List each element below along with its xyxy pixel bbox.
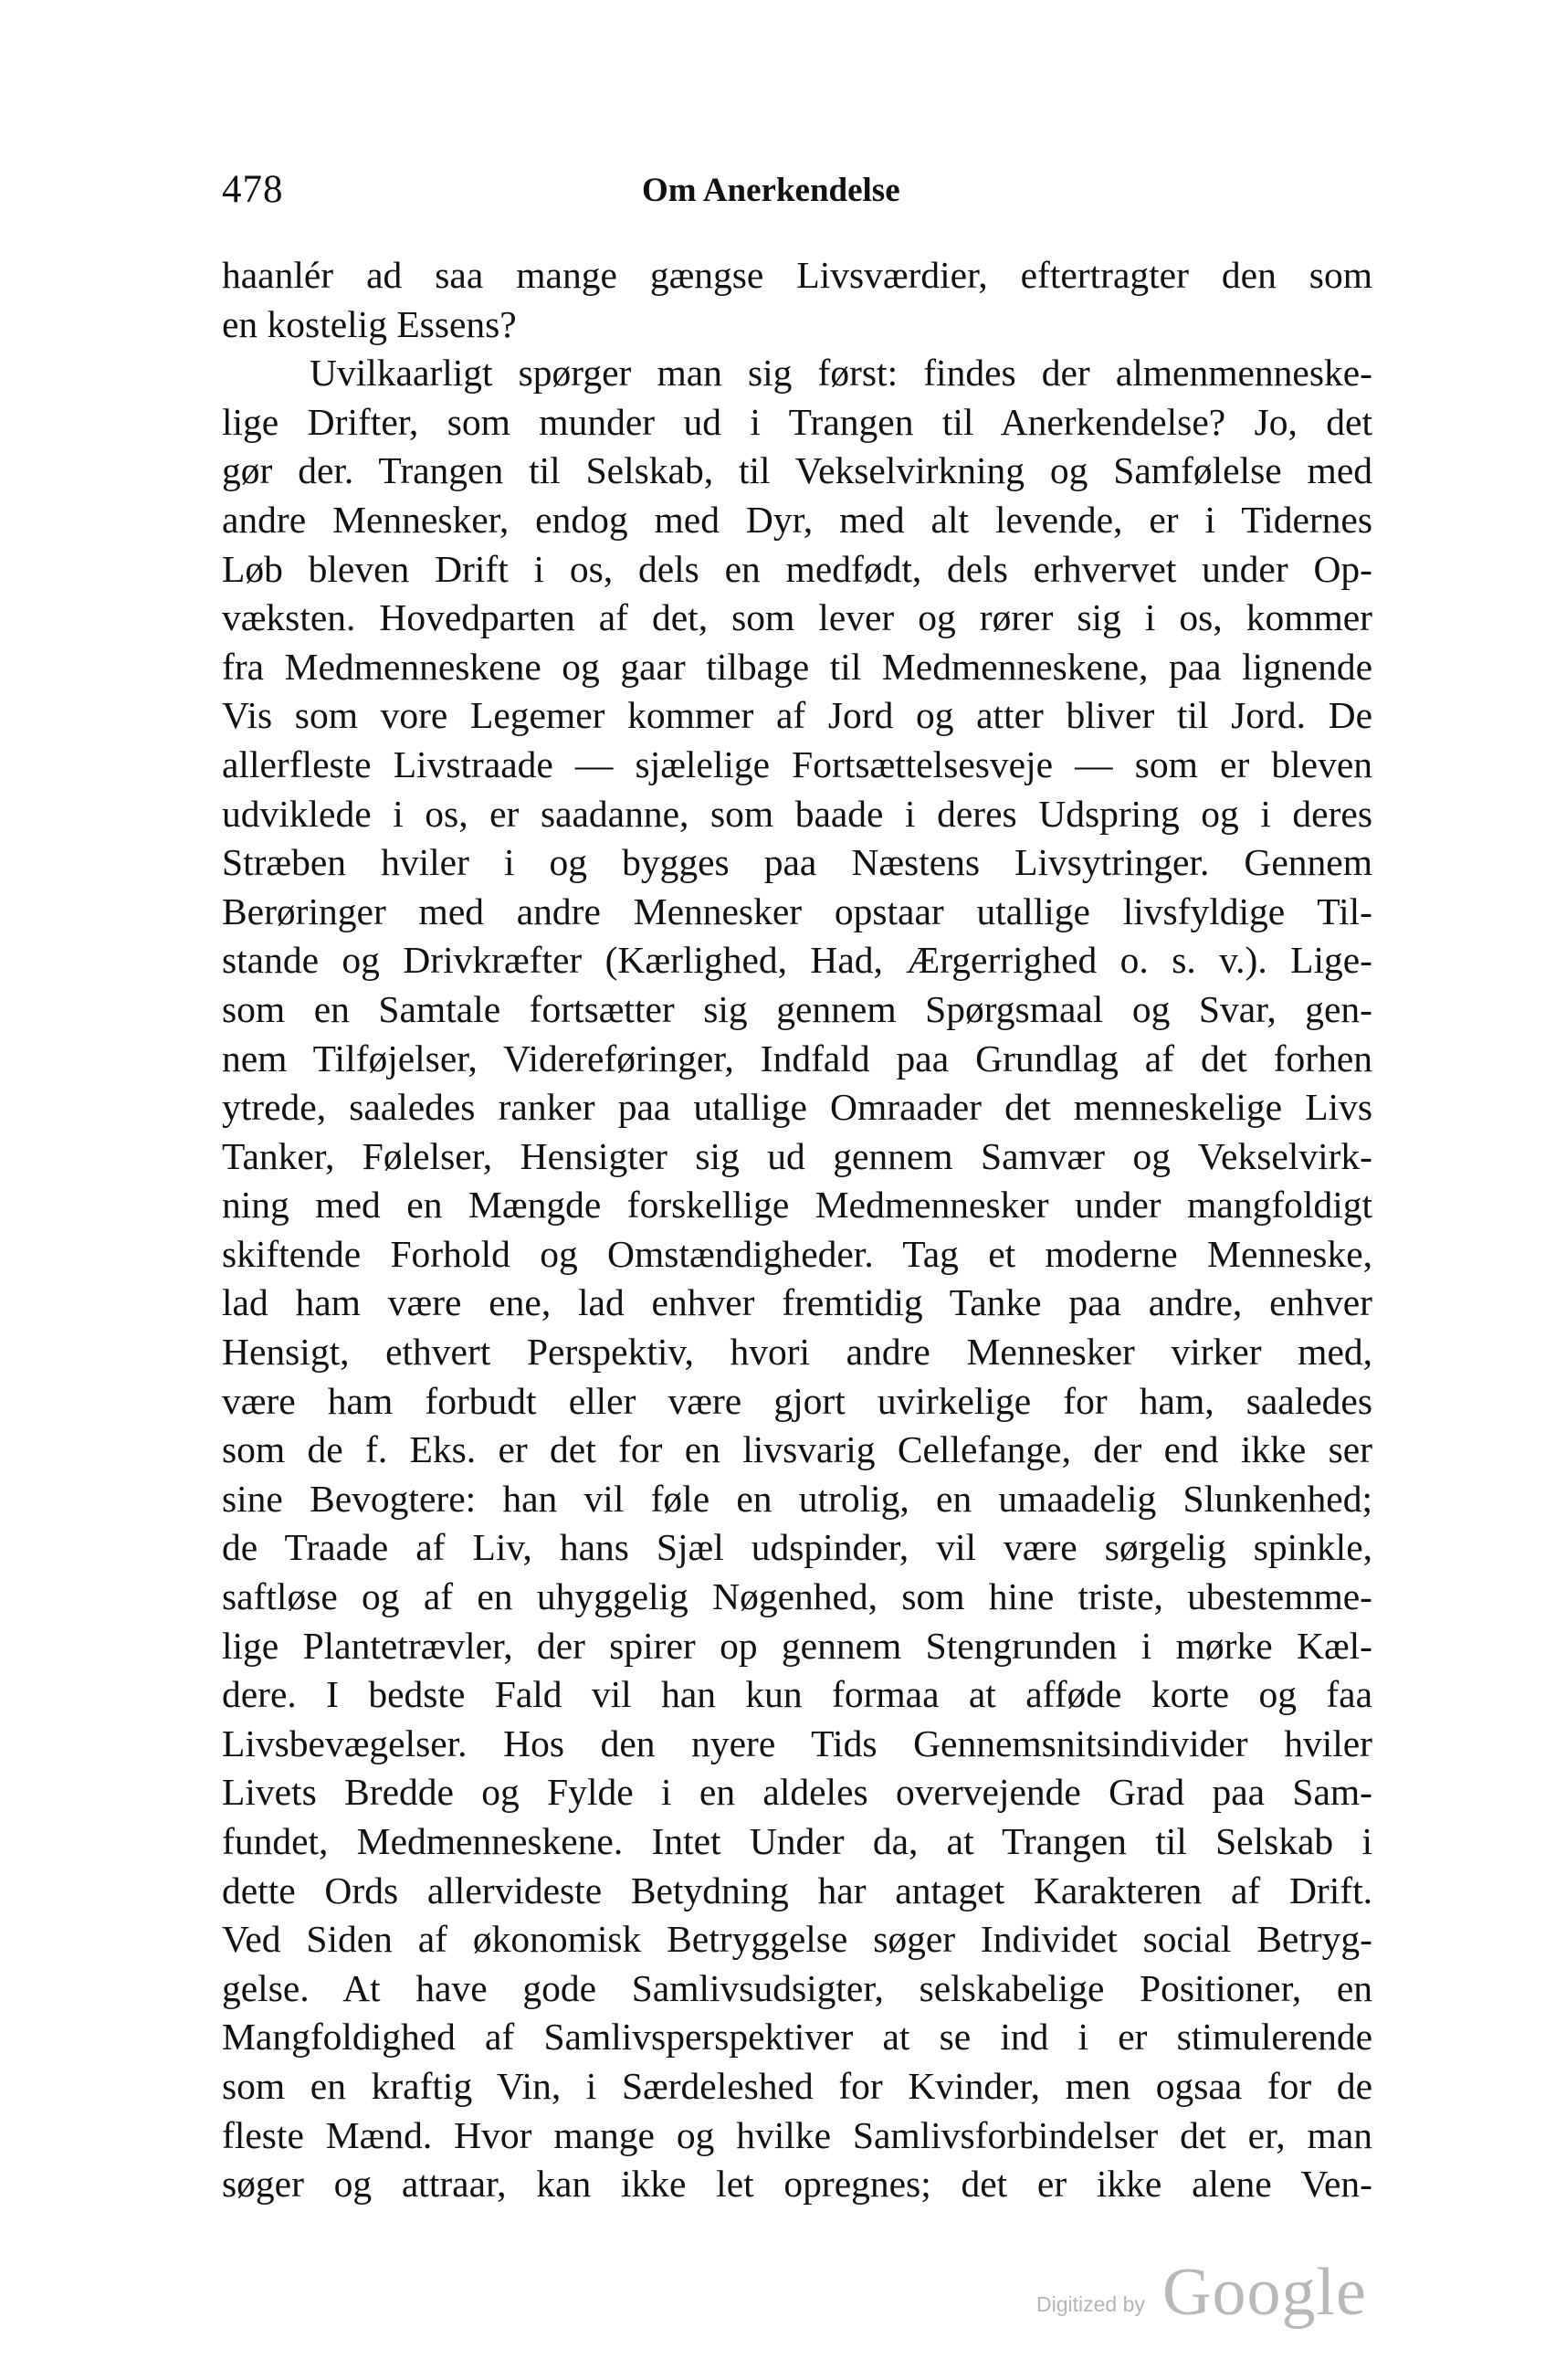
text-line: udviklede i os, er saadanne, som baade i deres Udspring og i deres [222,792,1372,835]
text-line: en kostelig Essens? [222,302,517,345]
text-line: Berøringer med andre Mennesker opstaar utallige livsfyldige Til- [222,890,1372,932]
text-line: allerfleste Livstraade — sjælelige Fortsættelsesveje — som er bleven [222,742,1372,785]
text-line: dere. I bedste Fald vil han kun formaa at afføde korte og faa [222,1673,1372,1716]
text-line: stande og Drivkræfter (Kærlighed, Had, Ærgerrighed o. s. v.). Lige- [222,939,1372,982]
text-line: Livsbevægelser. Hos den nyere Tids Gennemsnitsindivider hviler [222,1722,1372,1764]
text-line: som de f. Eks. er det for en livsvarig Cellefange, der end ikke ser [222,1428,1372,1471]
digitized-by-watermark [1036,2254,1365,2336]
text-line: fra Medmenneskene og gaar tilbage til Medmenneskene, paa lignende [222,645,1372,688]
text-line: være ham forbudt eller være gjort uvirkelige for ham, saaledes [222,1379,1372,1422]
text-line: fleste Mænd. Hvor mange og hvilke Samlivsforbindelser det er, man [222,2113,1372,2156]
text-line: lad ham være ene, lad enhver fremtidig Tanke paa andre, enhver [222,1281,1372,1324]
text-line: lige Plantetrævler, der spirer op gennem Stengrunden i mørke Kæl- [222,1624,1372,1667]
text-line: andre Mennesker, endog med Dyr, med alt levende, er i Tidernes [222,498,1372,541]
text-line: Løb bleven Drift i os, dels en medfødt, dels erhvervet under Op- [222,547,1372,590]
text-line: som en Samtale fortsætter sig gennem Spørgsmaal og Svar, gen- [222,987,1372,1030]
text-line: gør der. Trangen til Selskab, til Vekselvirkning og Samfølelse med [222,449,1372,492]
text-line: som en kraftig Vin, i Særdeleshed for Kvinder, men ogsaa for de [222,2064,1372,2107]
watermark-prefix: Digitized by [1036,2292,1145,2316]
text-line: lige Drifter, som munder ud i Trangen til Anerkendelse? Jo, det [222,400,1372,443]
page-header [222,167,1372,222]
text-line: nem Tilføjelser, Videreføringer, Indfald paa Grundlag af det forhen [222,1037,1372,1079]
text-line: fundet, Medmenneskene. Intet Under da, at Trangen til Selskab i [222,1820,1372,1862]
text-line: haanlér ad saa mange gængse Livsværdier, eftertragter den som [222,254,1372,296]
text-line: Uvilkaarligt spørger man sig først: findes der almenmenneske- [310,352,1372,395]
text-line: saftløse og af en uhyggelig Nøgenhed, som hine triste, ubestemme- [222,1575,1372,1618]
text-line: Vis som vore Legemer kommer af Jord og atter bliver til Jord. De [222,694,1372,737]
text-line: væksten. Hovedparten af det, som lever og rører sig i os, kommer [222,596,1372,639]
body-text [222,251,1372,2209]
text-line: Mangfoldighed af Samlivsperspektiver at se ind i er stimulerende [222,2016,1372,2059]
text-line: Stræben hviler i og bygges paa Næstens Livsytringer. Gennem [222,841,1372,884]
text-line: Tanker, Følelser, Hensigter sig ud gennem Samvær og Vekselvirk- [222,1134,1372,1177]
text-line: søger og attraar, kan ikke let opregnes; det er ikke alene Ven- [222,2163,1372,2206]
text-line: de Traade af Liv, hans Sjæl udspinder, vil være sørgelig spinkle, [222,1526,1372,1569]
text-line: gelse. At have gode Samlivsudsigter, selskabelige Positioner, en [222,1966,1372,2009]
text-line: Livets Bredde og Fylde i en aldeles overvejende Grad paa Sam- [222,1771,1372,1814]
watermark-logo: Google [1162,2255,1367,2330]
page-number: 478 [222,168,284,211]
text-line: skiftende Forhold og Omstændigheder. Tag et moderne Menneske, [222,1232,1372,1275]
text-line: ytrede, saaledes ranker paa utallige Omraader det menneskelige Livs [222,1086,1372,1129]
text-line: sine Bevogtere: han vil føle en utrolig, en umaadelig Slunkenhed; [222,1477,1372,1520]
text-line: ning med en Mængde forskellige Medmennesker under mangfoldigt [222,1184,1372,1227]
running-head: Om Anerkendelse [642,172,900,209]
text-line: Ved Siden af økonomisk Betryggelse søger Individet social Betryg- [222,1918,1372,1961]
text-line: Hensigt, ethvert Perspektiv, hvori andre Mennesker virker med, [222,1331,1372,1374]
text-line: dette Ords allervideste Betydning har antaget Karakteren af Drift. [222,1869,1372,1911]
